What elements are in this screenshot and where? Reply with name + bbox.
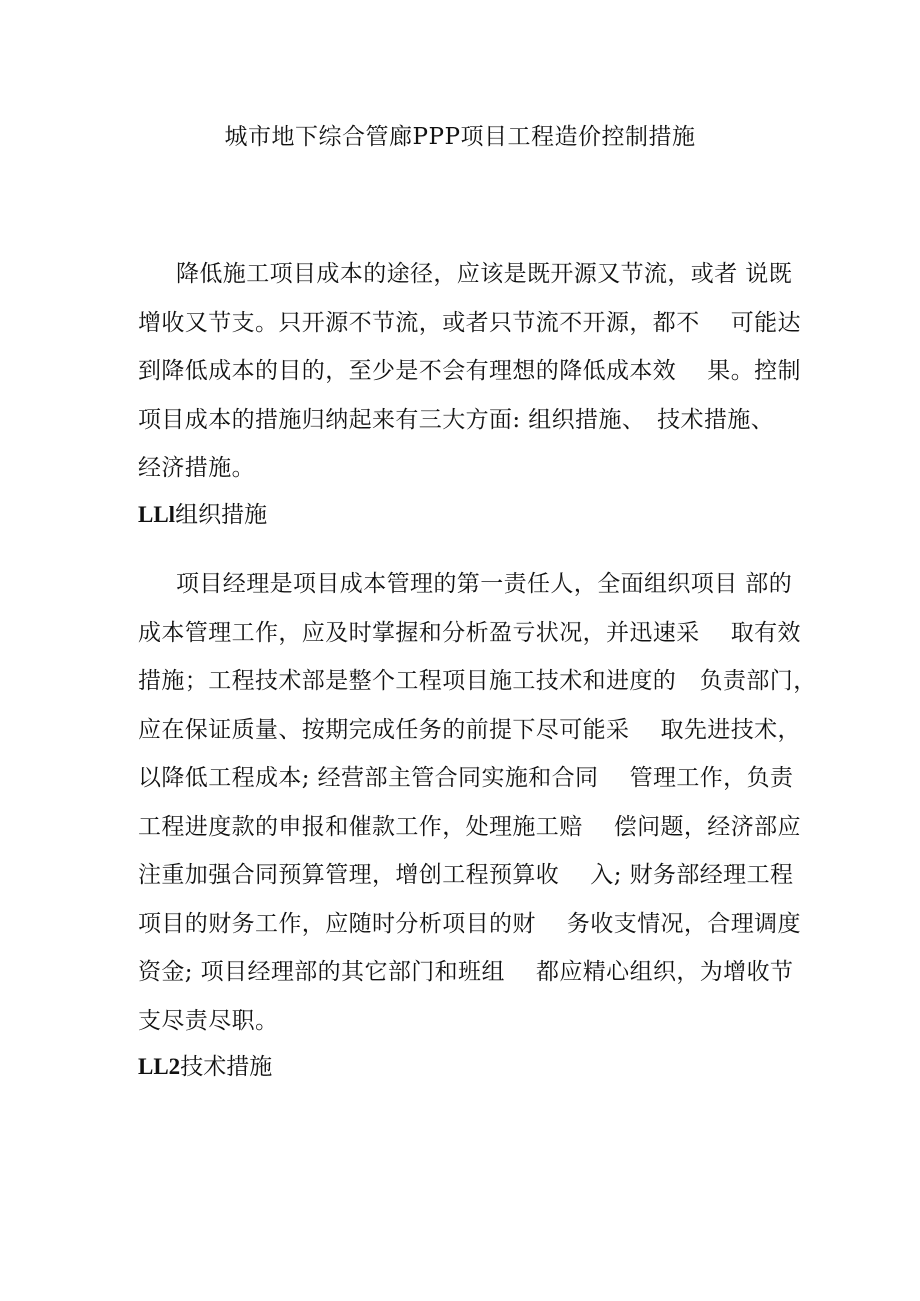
paragraph-line: 降低施工项目成本的途径，应该是既开源又节流，或者 说既	[176, 261, 793, 287]
section-heading-organization	[138, 498, 267, 532]
paragraph-line: 增收又节支。只开源不节流，或者只节流不开源，都不 可能达	[138, 309, 801, 336]
paragraph-line: 支尽责尽职。	[138, 1007, 279, 1034]
paragraph-line: 成本管理工作，应及时掌握和分析盈亏状况，并迅速采 取有效	[138, 619, 801, 646]
section-title: 技术措施	[180, 1054, 273, 1080]
paragraph-line: 到降低成本的目的，至少是不会有理想的降低成本效 果。控制	[138, 358, 801, 384]
organization-paragraph	[138, 560, 817, 1045]
paragraph-line: 应在保证质量、按期完成任务的前提下尽可能采 取先进技术，	[138, 716, 801, 743]
paragraph-line: 注重加强合同预算管理，增创工程预算收 入; 财务部经理工程	[138, 862, 794, 888]
section-number: LLl	[138, 502, 176, 527]
intro-paragraph	[138, 250, 801, 493]
paragraph-line: 项目的财务工作，应随时分析项目的财 务收支情况，合理调度	[138, 910, 801, 937]
paragraph-line: 措施；工程技术部是整个工程项目施工技术和进度的 负责部门，	[138, 668, 817, 694]
paragraph-line: 资金; 项目经理部的其它部门和班组 都应精心组织，为增收节	[138, 959, 794, 985]
paragraph-line: 工程进度款的申报和催款工作，处理施工赔 偿问题，经济部应	[138, 813, 801, 840]
section-number: LL2	[138, 1054, 181, 1079]
paragraph-line: 项目成本的措施归纳起来有三大方面: 组织措施、 技术措施、	[138, 406, 775, 433]
paragraph-line: 项目经理是项目成本管理的第一责任人，全面组织项目 部的	[176, 571, 793, 597]
paragraph-line: 经济措施。	[138, 455, 255, 481]
document-title: 城市地下综合管廊PPP项目工程造价控制措施	[224, 124, 696, 150]
section-heading-technical	[138, 1050, 272, 1084]
paragraph-line: 以降低工程成本; 经营部主管合同实施和合同 管理工作，负责	[138, 765, 794, 791]
section-title: 组织措施	[175, 502, 268, 528]
